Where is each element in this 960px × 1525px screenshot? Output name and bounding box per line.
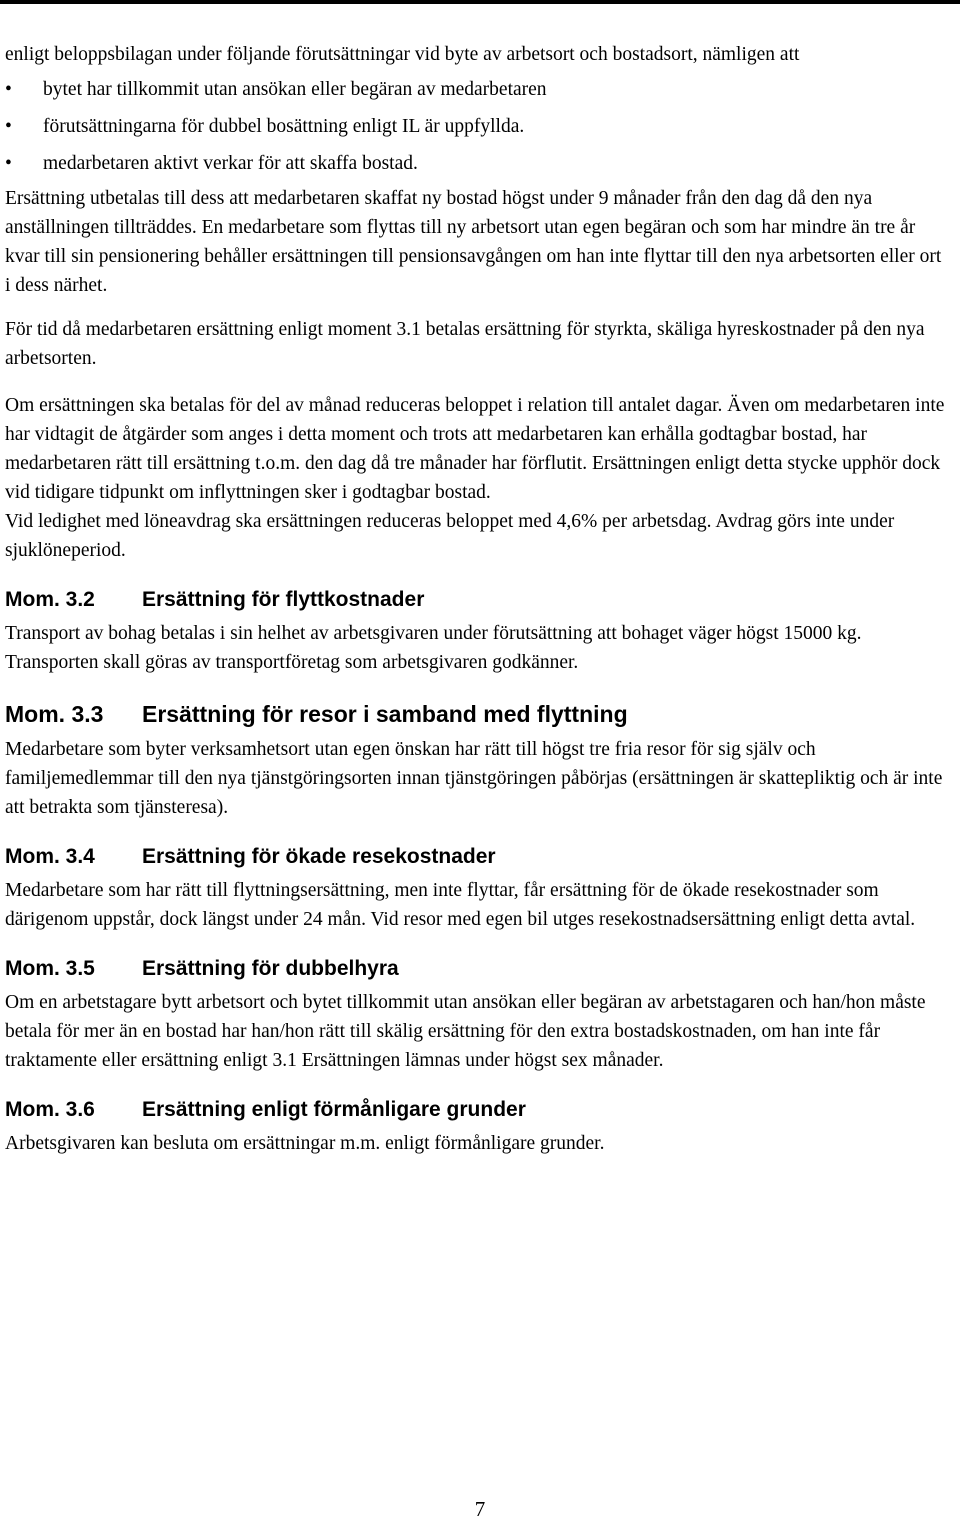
paragraph-ledighet: Vid ledighet med löneavdrag ska ersättningen reduceras beloppet med 4,6% per arbetsdag. Avdrag görs inte under sjuklöneperiod. — [5, 511, 895, 561]
section-mom-3-6 — [5, 1097, 950, 1158]
section-heading — [5, 956, 950, 982]
section-number: Mom. 3.6 — [5, 1098, 95, 1121]
document-page — [5, 40, 950, 1158]
section-body: Transport av bohag betalas i sin helhet av arbetsgivaren under förutsättning att bohaget väger högst 15000 kg. Transporten skall göras av transportföretag som arbetsgivaren godkänner. — [5, 623, 862, 673]
section-title: Ersättning för resor i samband med flyttning — [142, 701, 628, 727]
list-item — [5, 75, 950, 112]
section-number: Mom. 3.2 — [5, 588, 95, 611]
bullet-list — [5, 75, 950, 178]
section-title: Ersättning för flyttkostnader — [142, 588, 425, 611]
bullet-text: medarbetaren aktivt verkar för att skaffa bostad. — [43, 153, 418, 174]
paragraph-ersattning: Ersättning utbetalas till dess att medarbetaren skaffat ny bostad högst under 9 månader från den dag då den nya anställningen tillträddes. En medarbetare som flyttas till ny arbetsort utan egen begäran och som har mindre än tre år kvar till sin pensionering behåller ersättningen till pensionsavgången om han inte flyttar till den nya arbetsorten eller ort i dess närhet. — [5, 188, 942, 296]
section-body: Arbetsgivaren kan besluta om ersättningar m.m. enligt förmånligare grunder. — [5, 1133, 605, 1154]
section-heading — [5, 1097, 950, 1123]
section-number: Mom. 3.4 — [5, 845, 95, 868]
bullet-icon: • — [5, 153, 12, 174]
list-item — [5, 149, 950, 178]
bullet-text: bytet har tillkommit utan ansökan eller begäran av medarbetaren — [43, 79, 547, 100]
bullet-icon: • — [5, 116, 12, 137]
section-mom-3-2 — [5, 587, 950, 677]
bullet-icon: • — [5, 79, 12, 100]
section-body: Medarbetare som har rätt till flyttningsersättning, men inte flyttar, får ersättning för de ökade resekostnader som därigenom uppstår, dock längst under 24 mån. Vid resor med egen bil utges resekostnadsersättning enligt detta avtal. — [5, 880, 916, 930]
bullet-text: förutsättningarna för dubbel bosättning enligt IL är uppfyllda. — [43, 116, 525, 137]
section-number: Mom. 3.5 — [5, 957, 95, 980]
section-heading — [5, 844, 950, 870]
list-item — [5, 112, 950, 149]
paragraph-hyreskostnader: För tid då medarbetaren ersättning enligt moment 3.1 betalas ersättning för styrkta, skäliga hyreskostnader på den nya arbetsorten. — [5, 319, 925, 369]
section-title: Ersättning för ökade resekostnader — [142, 845, 496, 868]
section-mom-3-4 — [5, 844, 950, 934]
paragraph-del-av-manad: Om ersättningen ska betalas för del av månad reduceras beloppet i relation till antalet dagar. Även om medarbetaren inte har vidtagit de åtgärder som anges i detta moment och trots att medarbetaren kan erhålla godtagbar bostad, har medarbetaren rätt till ersättning t.o.m. den dag då tre månader har förflutit. Ersättningen enligt detta stycke upphör dock vid tidigare tidpunkt om inflyttningen sker i godtagbar bostad. — [5, 395, 945, 503]
section-title: Ersättning för dubbelhyra — [142, 957, 399, 980]
section-body: Medarbetare som byter verksamhetsort utan egen önskan har rätt till högst tre fria resor för sig själv och familjemedlemmar till den nya tjänstgöringsorten innan tjänstgöringen påbörjas (ersättningen är skattepliktig och är inte att betrakta som tjänsteresa). — [5, 739, 943, 818]
section-mom-3-3 — [5, 699, 950, 822]
section-body: Om en arbetstagare bytt arbetsort och bytet tillkommit utan ansökan eller begäran av arbetstagaren och han/hon måste betala för mer än en bostad har han/hon rätt till skälig ersättning för den extra bostadskostnaden, om han inte får traktamente eller ersättning enligt 3.1 Ersättningen lämnas under högst sex månader. — [5, 992, 926, 1071]
intro-paragraph: enligt beloppsbilagan under följande förutsättningar vid byte av arbetsort och bostadsort, nämligen att — [5, 44, 800, 65]
section-heading — [5, 587, 950, 613]
section-title: Ersättning enligt förmånligare grunder — [142, 1098, 526, 1121]
page-number: 7 — [474, 1497, 486, 1521]
section-mom-3-5 — [5, 956, 950, 1075]
top-rule — [0, 0, 960, 4]
section-heading — [5, 699, 950, 729]
section-number: Mom. 3.3 — [5, 701, 104, 727]
